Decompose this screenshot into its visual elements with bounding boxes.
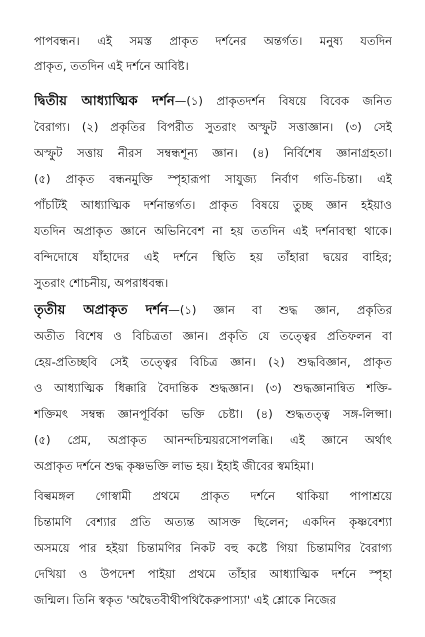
text-line: প্রাকৃত, ততদিন এই দর্শনে আবিষ্ট। <box>34 59 189 73</box>
text-line: অতীত বিশেষ ও বিচিত্রতা জ্ঞান। প্রকৃতি যে তত্ত্বের প্রতিফলন বা <box>34 329 392 343</box>
text-run: —(১) জ্ঞান বা শুদ্ধ জ্ঞান, প্রকৃতির <box>168 303 392 317</box>
text-line: বিল্বমঙ্গল গোস্বামী প্রথমে প্রাকৃত দর্শনে থাকিয়া পাপাশ্রয়ে <box>34 489 392 503</box>
text-line: দেখিয়া ও উপদেশ পাইয়া প্রথমে তাঁহার আধ্যাত্মিক দর্শনে স্পৃহা <box>34 567 392 581</box>
section-heading-line <box>34 91 392 112</box>
text-line: বন্দিদোষে যাঁহাদের এই দর্শনে স্থিতি হয় তাঁহারা দ্বয়ের বাহির; <box>34 250 392 264</box>
text-line: পাপবন্ধন। এই সমস্ত প্রাকৃত দর্শনের অন্তর্গত। মনুষ্য যতদিন <box>34 34 392 48</box>
text-line: অস্ফুট সত্তায় নীরস সম্বন্ধশূন্য জ্ঞান। (৪) নির্বিশেষ জ্ঞানাগ্রহতা। <box>34 146 392 160</box>
text-run: —(১) প্রাকৃতদর্শন বিষয়ে বিবেক জনিত <box>174 94 392 108</box>
text-line: ও আধ্যাত্মিক ধিক্কারি বৈদান্তিক শুদ্ধজ্ঞান। (৩) শুদ্ধজ্ঞানান্বিত শক্তি- <box>34 381 392 395</box>
section-heading: তৃতীয় অপ্রাকৃত দর্শন <box>34 303 169 318</box>
section-heading-line <box>34 300 392 321</box>
text-line: অসময়ে পার হইয়া চিন্তামণির নিকট বহু কষ্টে গিয়া চিন্তামণির বৈরাগ্য <box>34 541 392 555</box>
section-heading: দ্বিতীয় আধ্যাত্মিক দর্শন <box>34 94 175 109</box>
text-line: যতদিন অপ্রাকৃত জ্ঞানে অভিনিবেশ না হয় ততদিন এই দর্শনাবস্থা থাকে। <box>34 224 392 238</box>
text-line: (৫) প্রাকৃত বন্ধনমুক্তি স্পৃহারূপা সাযুজ্য নির্বাণ গতি-চিন্তা। এই <box>34 172 392 186</box>
text-line: চিন্তামণি বেশ্যার প্রতি অত্যন্ত আসক্ত ছিলেন; একদিন কৃষ্ণবেশ্যা <box>34 515 392 529</box>
text-line: সুতরাং শোচনীয়, অপরাধবন্ধ। <box>34 276 169 290</box>
text-line: অপ্রাকৃত দর্শনে শুদ্ধ কৃষ্ণভক্তি লাভ হয়। ইহাই জীবের স্বমহিমা। <box>34 459 315 473</box>
text-line: (৫) প্রেম, অপ্রাকৃত আনন্দচিন্ময়রসোপলব্ধি। এই জ্ঞানে অর্থাৎ <box>34 433 392 447</box>
text-line: পাঁচটিই আধ্যাত্মিক দর্শনান্তর্গত। প্রাকৃত বিষয়ে তুচ্ছ জ্ঞান হইয়াও <box>34 198 392 212</box>
text-line: শক্তিমৎ সম্বন্ধ জ্ঞানপূর্বিকা ভক্তি চেষ্টা। (৪) শুদ্ধতত্ত্ব সঙ্গ-লিপ্সা। <box>34 407 392 421</box>
text-line: হেয়-প্রতিচ্ছবি সেই তত্ত্বের বিচিত্র জ্ঞান। (২) শুদ্ধবিজ্ঞান, প্রাকৃত <box>34 355 392 369</box>
text-line: বৈরাগ্য। (২) প্রকৃতির বিপরীত সুতরাং অস্ফুট সত্তাজ্ঞান। (৩) সেই <box>34 120 392 134</box>
text-line: জন্মিল। তিনি স্বকৃত 'অদ্বৈতবীথীপথিকৈরুপাস্যা' এই শ্লোকে নিজের <box>34 593 337 607</box>
